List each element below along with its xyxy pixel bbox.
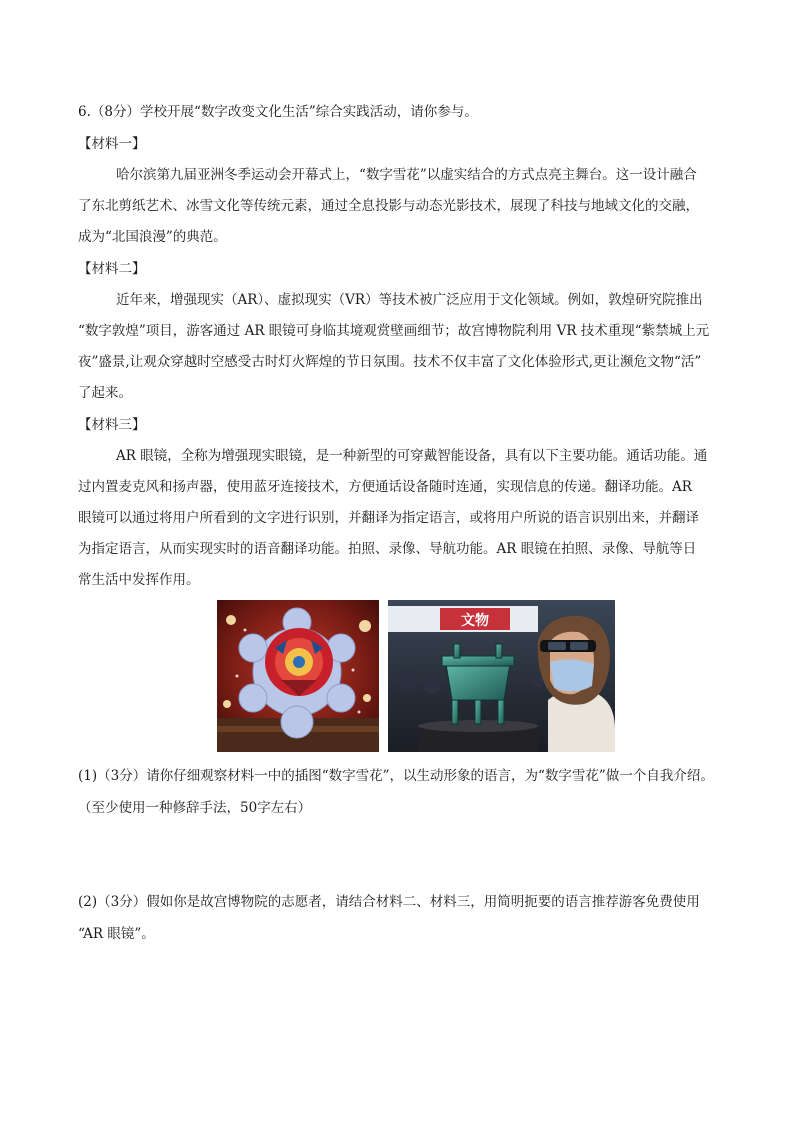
material2-line: 了起来。 [78,385,132,401]
material2-line: “数字敦煌”项目，游客通过 AR 眼镜可身临其境观赏壁画细节；故宫博物院利用 VR 技术重现“紫禁城上元 [78,323,710,339]
material3-line: 常生活中发挥作用。 [78,572,200,588]
digital-snowflake-photo [217,600,379,752]
material3-line: 眼镜可以通过将用户所看到的文字进行识别，并翻译为指定语言，或将用户所说的语言识别出来，并翻译 [78,510,699,526]
ar-glasses-museum-photo [388,600,615,752]
material2-line: 夜”盛景,让观众穿越时空感受古时灯火辉煌的节日氛围。技术不仅丰富了文化体验形式,更让濒危文物“活” [78,354,702,370]
subquestion-2-line: “AR 眼镜”。 [78,926,155,942]
banner-text: 文物 [461,613,489,629]
material3-line: AR 眼镜，全称为增强现实眼镜，是一种新型的可穿戴智能设备，具有以下主要功能。通话功能。通 [116,448,708,464]
material3-heading: 【材料三】 [78,417,146,433]
subquestion-1-line: (1)（3分）请你仔细观察材料一中的插图“数字雪花”，以生动形象的语言，为“数字雪花”做一个自我介绍。 [78,768,714,784]
question-title: 6.（8分）学校开展“数字改变文化生活”综合实践活动，请你参与。 [78,104,478,120]
material1-line: 哈尔滨第九届亚洲冬季运动会开幕式上，“数字雪花”以虚实结合的方式点亮主舞台。这一设计融合 [116,167,697,183]
material1-line: 成为“北国浪漫”的典范。 [78,229,227,245]
material3-line: 为指定语言，从而实现实时的语音翻译功能。拍照、录像、导航功能。AR 眼镜在拍照、录像、导航等日 [78,541,697,557]
subquestion-1-line: （至少使用一种修辞手法，50字左右） [78,800,312,816]
material1-line: 了东北剪纸艺术、冰雪文化等传统元素，通过全息投影与动态光影技术，展现了科技与地域文化的交融， [78,198,699,214]
material2-line: 近年来，增强现实（AR）、虚拟现实（VR）等技术被广泛应用于文化领域。例如，敦煌研究院推出 [116,292,703,308]
subquestion-2-line: (2)（3分）假如你是故宫博物院的志愿者，请结合材料二、材料三，用简明扼要的语言推荐游客免费使用 [78,894,700,910]
material1-heading: 【材料一】 [78,136,146,152]
material2-heading: 【材料二】 [78,261,146,277]
material3-line: 过内置麦克风和扬声器，使用蓝牙连接技术，方便通话设备随时连通，实现信息的传递。翻译功能。AR [78,479,692,495]
